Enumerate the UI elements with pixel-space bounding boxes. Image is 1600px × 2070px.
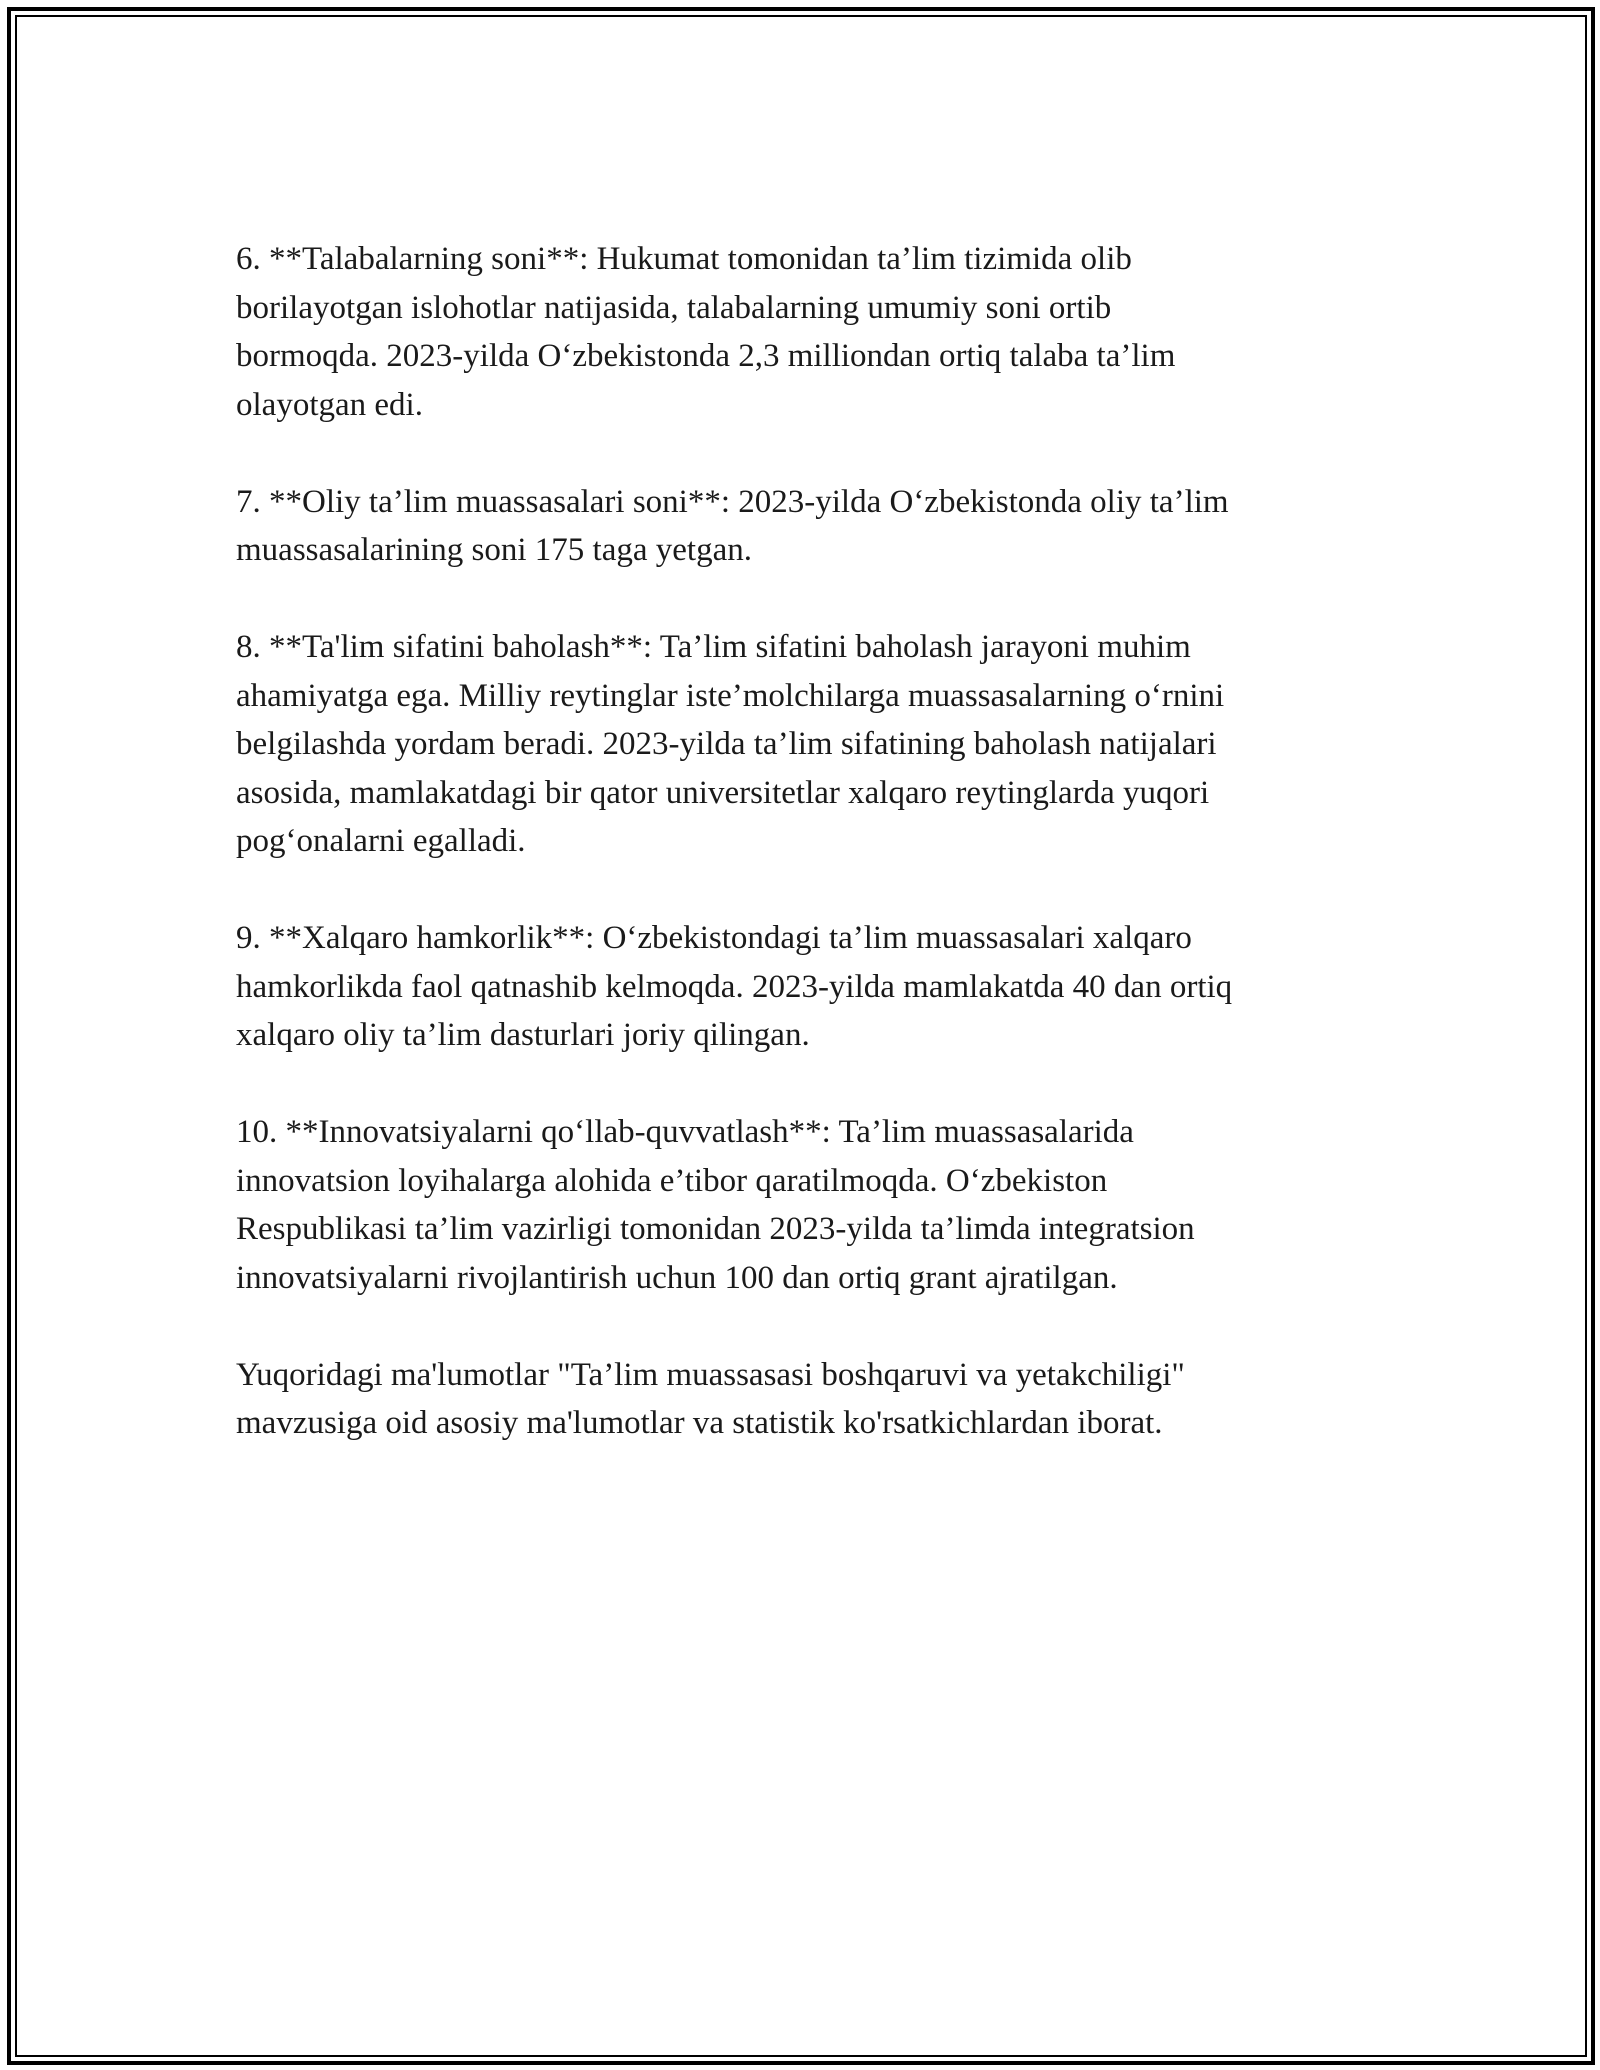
paragraph-item-8: 8. **Ta'lim sifatini baholash**: Ta’lim sifatini baholash jarayoni muhim ahamiyatga ega. Milliy reytinglar iste’molchilarga muassasalarning o‘rnini belgilashda yordam beradi. 2023-yilda ta’lim sifatining baholash natijalari asosida, mamlakatdagi bir qator universitetlar xalqaro reytinglarda yuqori pog‘onalarni egalladi. bbox=[236, 629, 1225, 859]
paragraph-item-6: 6. **Talabalarning soni**: Hukumat tomonidan ta’lim tizimida olib borilayotgan islohotlar natijasida, talabalarning umumiy soni ortib bormoqda. 2023-yilda O‘zbekistonda 2,3 milliondan ortiq talaba ta’lim olayotgan edi. bbox=[236, 241, 1176, 423]
paragraph-conclusion: Yuqoridagi ma'lumotlar "Ta’lim muassasasi boshqaruvi va yetakchiligi" mavzusiga oid asosiy ma'lumotlar va statistik ko'rsatkichlardan iborat. bbox=[236, 1356, 1185, 1441]
paragraph-item-9: 9. **Xalqaro hamkorlik**: O‘zbekistondagi ta’lim muassasalari xalqaro hamkorlikda faol qatnashib kelmoqda. 2023-yilda mamlakatda 40 dan ortiq xalqaro oliy ta’lim dasturlari joriy qilingan. bbox=[236, 920, 1233, 1053]
paragraph-item-7: 7. **Oliy ta’lim muassasalari soni**: 2023-yilda O‘zbekistonda oliy ta’lim muassasalarining soni 175 taga yetgan. bbox=[236, 483, 1229, 568]
document-body bbox=[236, 235, 1366, 1448]
paragraph-item-10: 10. **Innovatsiyalarni qo‘llab-quvvatlash**: Ta’lim muassasalarida innovatsion loyihalarga alohida e’tibor qaratilmoqda. O‘zbekiston Respublikasi ta’lim vazirligi tomonidan 2023-yilda ta’limda integratsion innovatsiyalarni rivojlantirish uchun 100 dan ortiq grant ajratilgan. bbox=[236, 1114, 1195, 1296]
